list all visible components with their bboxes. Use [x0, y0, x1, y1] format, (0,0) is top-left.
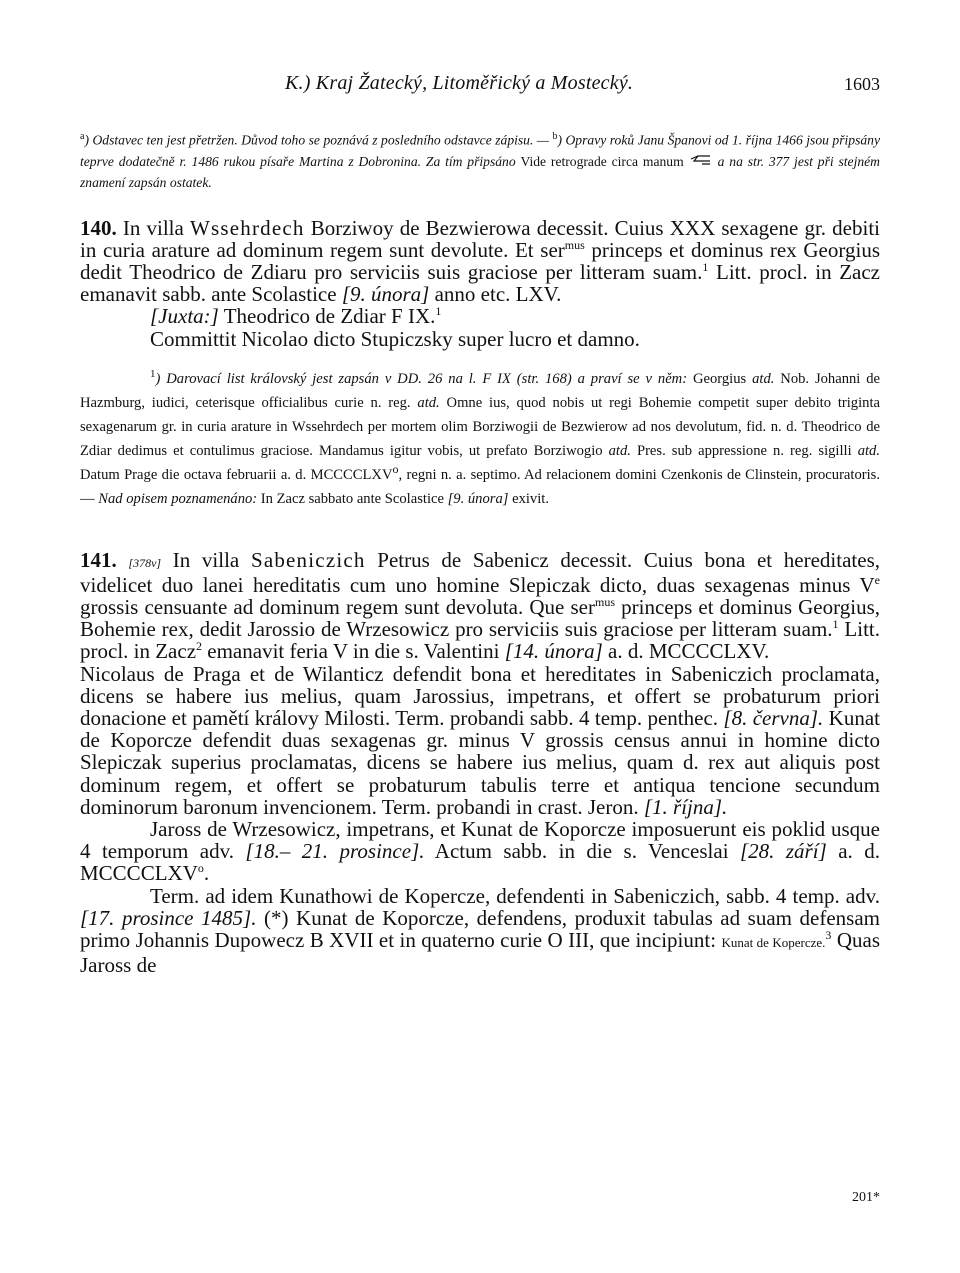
entry-141	[80, 549, 880, 977]
superscript: o	[197, 861, 204, 876]
entry-140	[80, 217, 880, 350]
note-a-mark: a	[80, 131, 85, 142]
text-run: atd.	[752, 370, 775, 387]
footnote-ref: 2	[196, 639, 203, 654]
footnote-lead: ) Darovací list královský jest zapsán v DD. 26 na l. F IX (str. 168) a praví se v něm:	[155, 370, 688, 387]
signature-mark: 201*	[852, 1190, 880, 1205]
text-run: atd.	[608, 442, 631, 459]
date-note: [8. června].	[723, 706, 824, 731]
running-head-title: K.) Kraj Žatecký, Litoměřický a Mostecký.	[285, 72, 634, 94]
text-run: .	[203, 861, 210, 886]
superscript: e	[874, 572, 880, 587]
note-b-text-2: a na str. 377 jest při stejném znamení zapsán ostatek.	[80, 153, 881, 190]
date-note: [18.– 21. prosince].	[245, 839, 425, 864]
text-run: princeps et dominus rex Georgius dedit Theodrico de Zdiaru pro serviciis suis graciose per litteram suam.	[80, 237, 880, 284]
place-name: Sabeniczich	[250, 547, 366, 572]
footnote-ref: 1	[435, 304, 442, 319]
date-note: [9. února]	[447, 490, 509, 507]
text-run: Nad opisem poznamenáno:	[98, 490, 258, 507]
running-head	[80, 60, 880, 100]
superscript: o	[392, 461, 399, 476]
text-run: emanavit feria V in die s. Valentini	[202, 639, 505, 664]
juxta-label: [Juxta:]	[150, 304, 219, 329]
entry-number: 141.	[80, 547, 117, 572]
date-note: [28. září]	[740, 839, 827, 864]
footnote-ref: 1	[832, 617, 839, 632]
note-b-roman: Vide retrograde circa manum	[520, 153, 684, 169]
entry-141-para-1	[80, 549, 880, 663]
text-run: In Zacz sabbato ante Scolastice	[257, 490, 448, 507]
date-note: [1. října].	[643, 794, 728, 819]
document-page	[80, 60, 880, 976]
footnote-140-body	[80, 362, 880, 511]
date-note: [9. února]	[341, 282, 430, 307]
text-run: Kunat de Koporcze defendit duas sexagenas gr. minus V grossis census annui in homine dicto Slepiczak superius proclamatas, dicens se habere ius melius, quam d. rex aut aliquis post dominum regem, et offert se probaturum tabulis terre et antiqua tencione secundum dominorum baronum invencionem. Term. probandi in crast. Jeron.	[80, 706, 880, 819]
text-run: atd.	[857, 442, 880, 459]
text-run: grossis censuante ad dominum regem sunt devoluta. Que ser	[80, 595, 595, 620]
text-run: Jaross de Wrzesowicz, impetrans, et Kunat de Koporcze imposuerunt eis poklid usque 4 temporum adv.	[80, 817, 880, 864]
footnote-ref: 3	[825, 928, 832, 943]
entry-number: 140.	[80, 215, 117, 240]
text-run: Pres. sub appressione n. reg. sigilli	[630, 442, 858, 459]
text-run: Georgius	[687, 370, 753, 387]
source-ref: [378v]	[128, 555, 162, 570]
text-run: (*) Kunat de Koporcze, defendens, produxit tabulas ad suam defensam primo Johannis Dupowecz B XVII et in quaterno curie O III, que incipiunt:	[80, 905, 880, 953]
text-run: Litt. procl. in Zacz	[80, 617, 880, 664]
text-run: In villa	[161, 547, 251, 572]
top-notes	[80, 126, 880, 193]
text-run: atd.	[417, 394, 440, 411]
note-b-text-1: ) Opravy roků Janu Španovi od 1. října 1466 jsou připsány teprve dodatečně r. 1486 rukou písaře Martina z Dobronina. Za tím připsáno	[80, 132, 880, 169]
date-note: [17. prosince 1485].	[80, 905, 257, 930]
superscript: mus	[594, 595, 615, 610]
text-run: In villa	[122, 215, 190, 240]
entry-141-para-3	[80, 818, 880, 885]
text-run: Omne ius, quod nobis ut regi Bohemie competit super debito triginta sexagenarum gr. in curia arature in Wssehrdech per mortem olim Borziwogii de Bezwierow ad nos devolutum, fid. n. d. Theodrico de Zdiar dedimus et contulimus graciose. Mandamus igitur vobis, ut prefato Borziwogio	[80, 394, 880, 459]
text-run: exivit.	[508, 490, 549, 507]
entry-141-para-2	[80, 663, 880, 818]
superscript: mus	[564, 237, 585, 252]
text-run: a. d. MCCCCLXV.	[602, 639, 770, 664]
text-run: Theodrico de Zdiar F IX.	[218, 304, 436, 329]
entry-141-para-4	[80, 885, 880, 977]
footnote-mark: 1	[150, 367, 156, 380]
text-run: Quas Jaross de	[80, 928, 880, 978]
date-note: [14. února]	[504, 639, 603, 664]
text-run: Nob. Johanni de Hazmburg, iudici, ceterisque officialibus curie n. reg.	[80, 370, 880, 411]
text-run: princeps et dominus Georgius, Bohemie rex, dedit Jarossio de Wrzesowicz pro serviciis suis graciose per litteram suam.	[80, 595, 881, 642]
text-run: Datum Prage die octava februarii a. d. MCCCCLXV	[80, 466, 393, 483]
committit-line: Committit Nicolao dicto Stupiczsky super lucro et damno.	[150, 326, 640, 351]
text-run: a. d. MCCCCLXV	[80, 839, 881, 886]
note-b-mark: b	[552, 131, 558, 142]
text-run: Litt. procl. in Zacz emanavit sabb. ante Scolastice	[80, 259, 880, 307]
text-run: Borziwoy de Bezwierowa decessit. Cuius XXX sexagene gr. debiti in curia arature ad dominum regem sunt devolute. Et ser	[80, 215, 880, 262]
footnote-140	[80, 362, 880, 511]
note-a-text: ) Odstavec ten jest přetržen. Důvod toho se poznává z posledního odstavce zápisu. —	[84, 132, 553, 148]
entry-140-para	[80, 217, 880, 306]
text-run: , regni n. a. septimo. Ad relacionem domini Czenkonis de Clinstein, procuratoris. —	[80, 466, 881, 507]
text-run: Nicolaus de Praga et de Wilanticz defendit bona et hereditates in Sabeniczich proclamata, dicens se habere ius melius, quam Jarossius, impetrans, et offert se probaturum priori donacione et pamětí královy Milosti. Term. probandi sabb. 4 temp. penthec.	[80, 661, 880, 731]
hand-mark-icon	[690, 155, 712, 165]
text-run: Term. ad idem Kunathowi de Kopercze, defendenti in Sabeniczich, sabb. 4 temp. adv.	[150, 883, 880, 908]
page-number: 1603	[844, 74, 880, 94]
text-run: Kunat de Kopercze.	[721, 935, 826, 951]
juxta-line	[80, 305, 880, 327]
text-run: Actum sabb. in die s. Venceslai	[424, 839, 740, 864]
text-run: Petrus de Sabenicz decessit. Cuius bona et hereditates, videlicet duo lanei hereditatis cum uno homine Slepiczak dicto, duas sexagenas minus V	[80, 547, 880, 597]
footnote-ref: 1	[702, 259, 709, 274]
text-run: anno etc. LXV.	[429, 282, 562, 307]
place-name: Wssehrdech	[189, 215, 305, 240]
